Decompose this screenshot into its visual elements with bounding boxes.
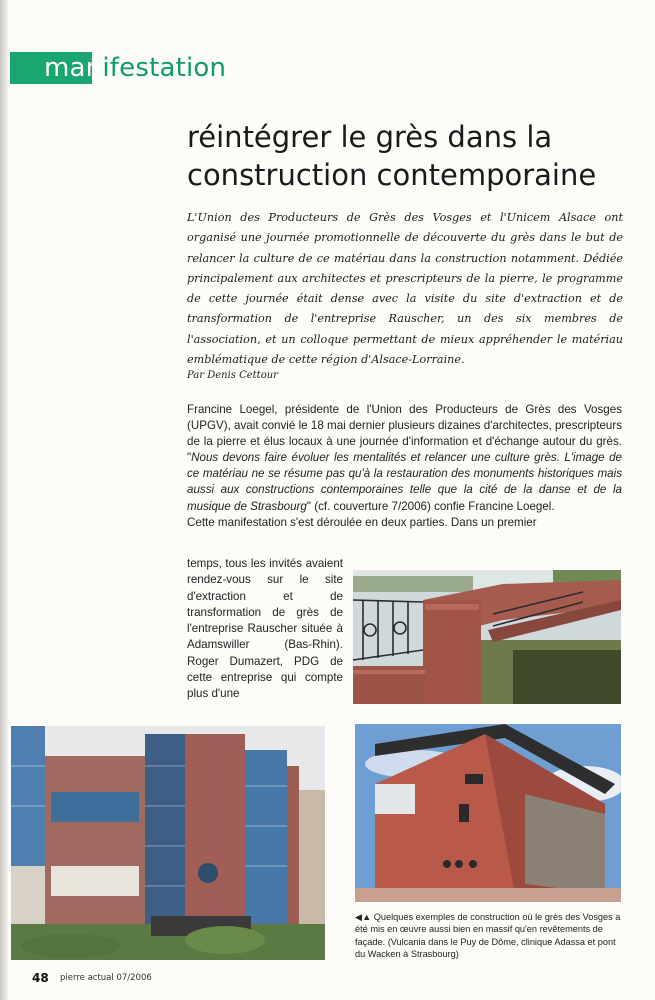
publication-name: pierre actual 07/2006 bbox=[60, 973, 152, 983]
bridge-photo bbox=[353, 570, 621, 704]
section-tag-part-b: ifestation bbox=[102, 53, 227, 83]
photo-caption: ◀▲ Quelques exemples de construction où le grès des Vosges a été mis en œuvre aussi bien en massif qu'en revêtements de façade. (Vulcania dans le Puy de Dôme, clinique Adassa et pont du Wacken à Strasbourg) bbox=[355, 912, 621, 960]
body-text-c: Cette manifestation s'est déroulée en deux parties. Dans un premier bbox=[187, 515, 537, 529]
article-title: réintégrer le grès dans la construction contemporaine bbox=[187, 120, 597, 192]
vulcania-photo bbox=[355, 724, 621, 902]
article-byline: Par Denis Cettour bbox=[187, 370, 278, 381]
article-lead: L'Union des Producteurs de Grès des Vosges et l'Unicem Alsace ont organisé une journée promotionnelle de découverte du grès dans le but de relancer la culture de ce matériau dans la construction notamment. Dédiée principalement aux architectes et prescripteurs de la pierre, le programme de cette journée était dense avec la visite du site d'extraction et de transformation de l'entreprise Rauscher, un des six membres de l'association, et un colloque permettant de mieux appréhender le matériau emblématique de cette région d'Alsace-Lorraine. bbox=[187, 211, 623, 367]
article-body-paragraph-1 bbox=[187, 402, 622, 531]
section-tag bbox=[44, 52, 226, 84]
article-body-column: temps, tous les invités avaient rendez-vous sur le site d'extraction et de transformation de grès de l'entreprise Rauscher située à Adamswiller (Bas-Rhin). Roger Dumazert, PDG de cette entreprise qui compte plus d'une bbox=[187, 557, 343, 701]
page-number: 48 bbox=[32, 971, 49, 985]
section-tag-part-a: man bbox=[44, 53, 103, 83]
body-text-a: Francine Loegel, présidente de l'Union des Producteurs de Grès des Vosges (UPGV), avait convié le 18 mai dernier plusieurs dizaines d'architectes, prescripteurs de la pierre et élus locaux à une journée d'information et d'échange autour du grès. " bbox=[187, 403, 622, 465]
page-gutter bbox=[0, 0, 8, 1000]
body-text-b: " (cf. couverture 7/2006) confie Francine Loegel. bbox=[306, 499, 555, 513]
clinic-photo bbox=[11, 726, 325, 960]
body-quote: Nous devons faire évoluer les mentalités et relancer une culture grès. L'image de ce matériau ne se résume pas qu'à la restauration des monuments historiques mais aussi aux constructions contemporaines telle que la cité de la danse et de la musique de Strasbourg bbox=[187, 451, 622, 513]
